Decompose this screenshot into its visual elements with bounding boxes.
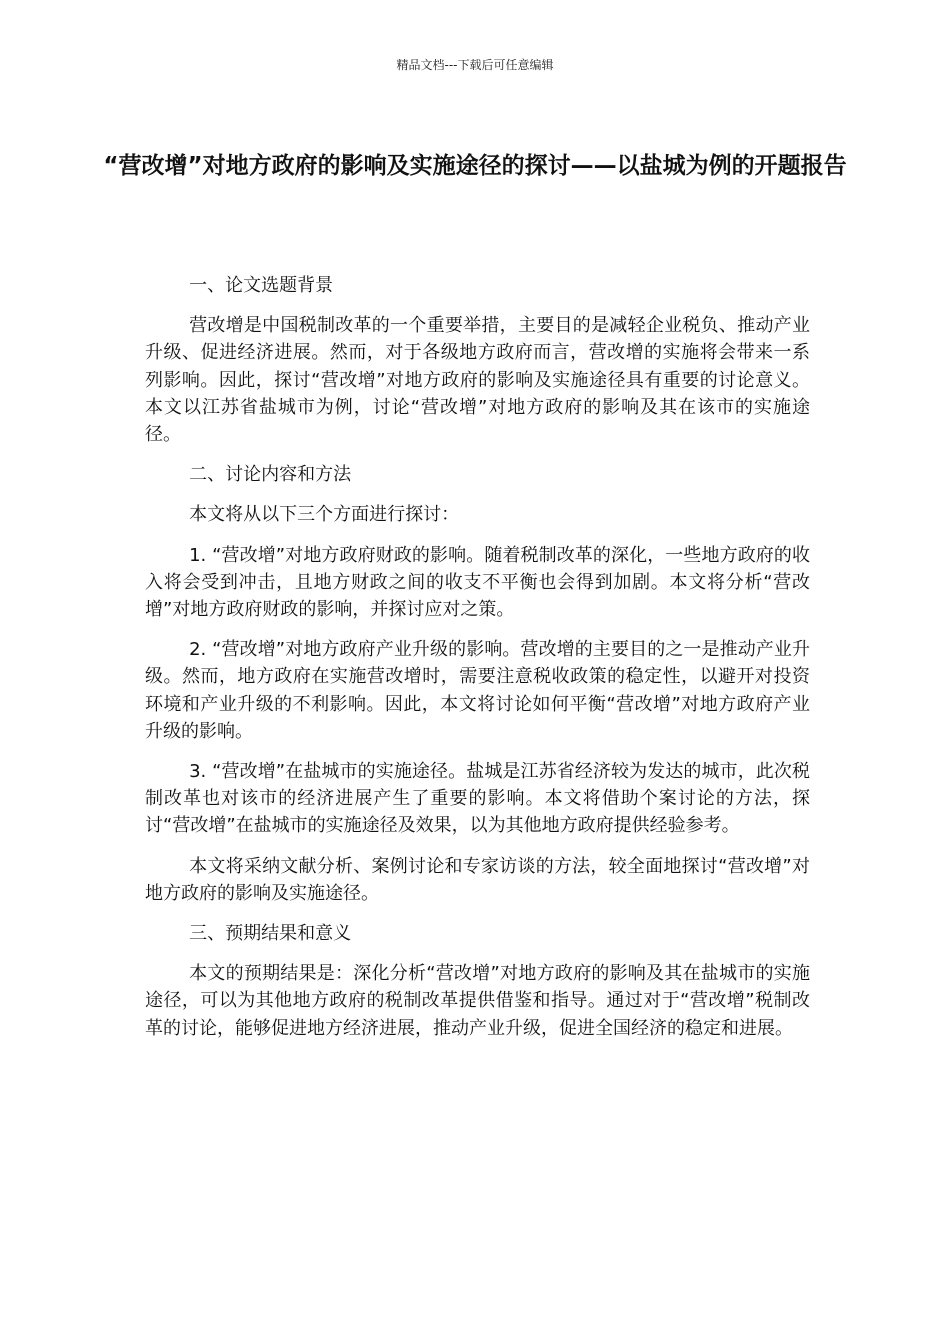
paragraph: 本文将采纳文献分析、案例讨论和专家访谈的方法，较全面地探讨“营改增”对地方政府的影响及实施途径。 [145,855,810,904]
paragraph: 营改增是中国税制改革的一个重要举措，主要目的是减轻企业税负、推动产业升级、促进经济进展。然而，对于各级地方政府而言，营改增的实施将会带来一系列影响。因此，探讨“营改增”对地方政府的影响及实施途径具有重要的讨论意义。本文以江苏省盐城市为例，讨论“营改增”对地方政府的影响及其在该市的实施途径。 [145,315,810,446]
paragraph: 3. “营改增”在盐城市的实施途径。盐城是江苏省经济较为发达的城市，此次税制改革也对该市的经济进展产生了重要的影响。本文将借助个案讨论的方法，探讨“营改增”在盐城市的实施途径及效果，以为其他地方政府提供经验参考。 [145,761,810,837]
section-heading: 二、讨论内容和方法 [189,464,352,486]
paragraph: 1. “营改增”对地方政府财政的影响。随着税制改革的深化，一些地方政府的收入将会受到冲击，且地方财政之间的收支不平衡也会得到加剧。本文将分析“营改增”对地方政府财政的影响，并探讨应对之策。 [145,544,810,621]
paragraph: 本文将从以下三个方面进行探讨： [189,504,460,526]
section-heading: 一、论文选题背景 [189,275,334,296]
header-note: 精品文档---下载后可任意编辑 [396,58,554,72]
document-body [145,272,810,1055]
document-title: “营改增”对地方政府的影响及实施途径的探讨——以盐城为例的开题报告 [103,153,847,179]
section-heading: 三、预期结果和意义 [189,923,352,945]
paragraph: 本文的预期结果是：深化分析“营改增”对地方政府的影响及其在盐城市的实施途径，可以为其他地方政府的税制改革提供借鉴和指导。通过对于“营改增”税制改革的讨论，能够促进地方经济进展，推动产业升级，促进全国经济的稳定和进展。 [145,963,810,1039]
paragraph: 2. “营改增”对地方政府产业升级的影响。营改增的主要目的之一是推动产业升级。然而，地方政府在实施营改增时，需要注意税收政策的稳定性，以避开对投资环境和产业升级的不利影响。因此，本文将讨论如何平衡“营改增”对地方政府产业升级的影响。 [145,639,810,742]
